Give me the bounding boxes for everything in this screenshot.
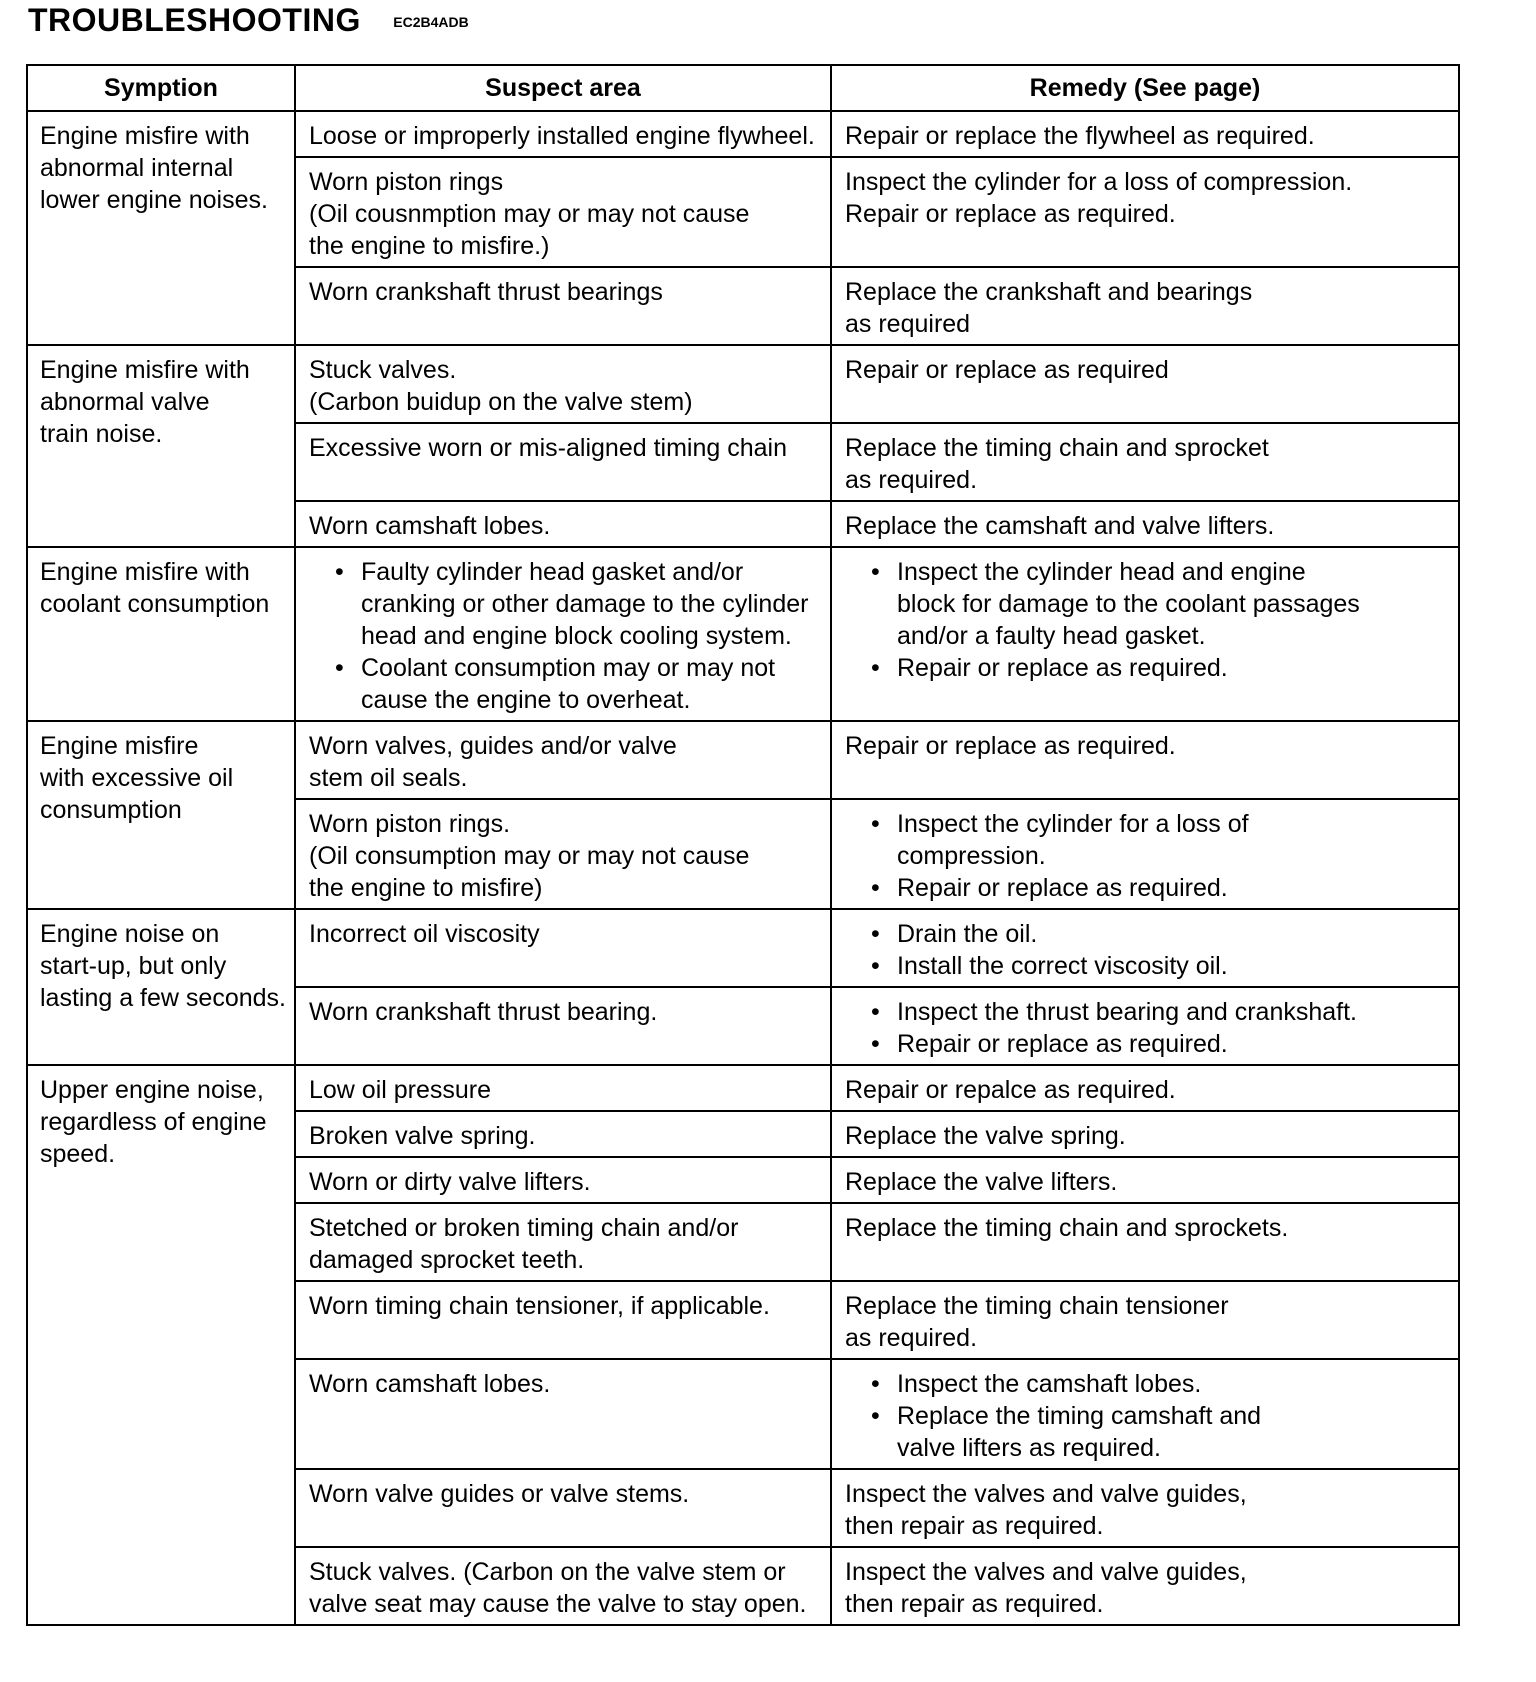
suspect-line: Excessive worn or mis-aligned timing chain bbox=[309, 434, 787, 462]
suspect-area-cell bbox=[295, 987, 831, 1065]
suspect-area-cell bbox=[295, 1469, 831, 1547]
remedy-line: Replace the camshaft and valve lifters. bbox=[845, 512, 1275, 540]
symptom-cell bbox=[27, 111, 295, 345]
remedy-bullet-item: • Install the correct viscosity oil. bbox=[845, 950, 1446, 982]
suspect-line: Worn valve guides or valve stems. bbox=[309, 1480, 690, 1508]
suspect-line: (Carbon buidup on the valve stem) bbox=[309, 388, 693, 416]
suspect-area-cell bbox=[295, 1065, 831, 1111]
suspect-area-cell bbox=[295, 1547, 831, 1625]
remedy-line: as required. bbox=[845, 466, 978, 494]
remedy-cell bbox=[831, 547, 1459, 721]
suspect-area-cell bbox=[295, 1111, 831, 1157]
remedy-cell bbox=[831, 111, 1459, 157]
remedy-bullet-item: • Inspect the thrust bearing and crankshaft. bbox=[845, 996, 1446, 1028]
remedy-bullet-item: • Drain the oil. bbox=[845, 918, 1446, 950]
symptom-line: with excessive oil bbox=[40, 764, 234, 792]
table-body bbox=[27, 111, 1459, 1625]
symptom-line: consumption bbox=[40, 796, 182, 824]
symptom-line: lower engine noises. bbox=[40, 186, 268, 214]
suspect-bullet-continuation: cranking or other damage to the cylinder bbox=[361, 590, 809, 618]
suspect-area-cell bbox=[295, 157, 831, 267]
table-row bbox=[27, 111, 1459, 157]
remedy-bullet-item: • Inspect the cylinder for a loss of bbox=[845, 808, 1446, 840]
symptom-cell bbox=[27, 721, 295, 909]
remedy-cell bbox=[831, 987, 1459, 1065]
suspect-line: stem oil seals. bbox=[309, 764, 468, 792]
symptom-line: Engine misfire with bbox=[40, 356, 250, 384]
suspect-line: the engine to misfire.) bbox=[309, 232, 550, 260]
remedy-cell bbox=[831, 423, 1459, 501]
suspect-line: Worn crankshaft thrust bearings bbox=[309, 278, 663, 306]
suspect-area-cell bbox=[295, 547, 831, 721]
remedy-cell bbox=[831, 157, 1459, 267]
troubleshooting-table bbox=[26, 64, 1460, 1626]
remedy-bullet-continuation: valve lifters as required. bbox=[897, 1434, 1162, 1462]
table-row bbox=[27, 345, 1459, 423]
suspect-area-cell bbox=[295, 799, 831, 909]
suspect-line: (Oil consumption may or may not cause bbox=[309, 842, 750, 870]
suspect-area-cell bbox=[295, 111, 831, 157]
column-header-symptom: Symption bbox=[27, 65, 295, 111]
suspect-bullet-item: • Faulty cylinder head gasket and/or bbox=[309, 556, 818, 588]
symptom-cell bbox=[27, 909, 295, 1065]
suspect-line: Worn piston rings. bbox=[309, 810, 511, 838]
header-row bbox=[27, 65, 1459, 111]
suspect-area-cell bbox=[295, 423, 831, 501]
remedy-line: as required bbox=[845, 310, 971, 338]
column-header-remedy: Remedy (See page) bbox=[831, 65, 1459, 111]
suspect-line: Incorrect oil viscosity bbox=[309, 920, 540, 948]
remedy-line: Replace the timing chain tensioner bbox=[845, 1292, 1229, 1320]
symptom-line: train noise. bbox=[40, 420, 163, 448]
suspect-area-cell bbox=[295, 267, 831, 345]
suspect-area-cell bbox=[295, 1157, 831, 1203]
suspect-line: Broken valve spring. bbox=[309, 1122, 536, 1150]
remedy-cell bbox=[831, 1203, 1459, 1281]
symptom-line: regardless of engine bbox=[40, 1108, 267, 1136]
symptom-line: Upper engine noise, bbox=[40, 1076, 264, 1104]
column-header-suspect-area: Suspect area bbox=[295, 65, 831, 111]
remedy-bullet-item: • Repair or replace as required. bbox=[845, 872, 1446, 904]
remedy-line: Repair or replace as required. bbox=[845, 732, 1176, 760]
table-row bbox=[27, 547, 1459, 721]
remedy-cell bbox=[831, 1359, 1459, 1469]
remedy-line: Replace the valve lifters. bbox=[845, 1168, 1118, 1196]
remedy-line: then repair as required. bbox=[845, 1512, 1104, 1540]
symptom-line: Engine misfire with bbox=[40, 558, 250, 586]
remedy-line: as required. bbox=[845, 1324, 978, 1352]
suspect-bullet-continuation: cause the engine to overheat. bbox=[361, 686, 691, 714]
table-row bbox=[27, 1065, 1459, 1111]
suspect-line: damaged sprocket teeth. bbox=[309, 1246, 585, 1274]
suspect-line: the engine to misfire) bbox=[309, 874, 543, 902]
suspect-line: Stetched or broken timing chain and/or bbox=[309, 1214, 739, 1242]
remedy-cell bbox=[831, 909, 1459, 987]
remedy-cell bbox=[831, 501, 1459, 547]
remedy-bullet-item: • Repair or replace as required. bbox=[845, 652, 1446, 684]
remedy-bullet-item: • Replace the timing camshaft and bbox=[845, 1400, 1446, 1432]
suspect-line: Loose or improperly installed engine flywheel. bbox=[309, 122, 815, 150]
suspect-area-cell bbox=[295, 909, 831, 987]
symptom-line: lasting a few seconds. bbox=[40, 984, 286, 1012]
remedy-line: Inspect the valves and valve guides, bbox=[845, 1558, 1247, 1586]
symptom-line: speed. bbox=[40, 1140, 116, 1168]
remedy-line: Repair or repalce as required. bbox=[845, 1076, 1176, 1104]
symptom-cell bbox=[27, 345, 295, 547]
table-row bbox=[27, 721, 1459, 799]
remedy-bullet-continuation: block for damage to the coolant passages bbox=[897, 590, 1360, 618]
remedy-bullet-continuation: and/or a faulty head gasket. bbox=[897, 622, 1206, 650]
remedy-cell bbox=[831, 1469, 1459, 1547]
remedy-line: Repair or replace as required bbox=[845, 356, 1169, 384]
remedy-line: Repair or replace the flywheel as required. bbox=[845, 122, 1315, 150]
remedy-line: Replace the timing chain and sprocket bbox=[845, 434, 1269, 462]
suspect-area-cell bbox=[295, 345, 831, 423]
suspect-line: valve seat may cause the valve to stay open. bbox=[309, 1590, 807, 1618]
remedy-cell bbox=[831, 267, 1459, 345]
symptom-cell bbox=[27, 1065, 295, 1625]
symptom-line: Engine noise on bbox=[40, 920, 220, 948]
suspect-line: Stuck valves. (Carbon on the valve stem or bbox=[309, 1558, 786, 1586]
suspect-line: Worn camshaft lobes. bbox=[309, 1370, 551, 1398]
suspect-line: Worn valves, guides and/or valve bbox=[309, 732, 677, 760]
remedy-cell bbox=[831, 1111, 1459, 1157]
remedy-cell bbox=[831, 721, 1459, 799]
suspect-area-cell bbox=[295, 721, 831, 799]
remedy-bullet-item: • Repair or replace as required. bbox=[845, 1028, 1446, 1060]
remedy-bullet-continuation: compression. bbox=[897, 842, 1046, 870]
remedy-line: Repair or replace as required. bbox=[845, 200, 1176, 228]
remedy-line: then repair as required. bbox=[845, 1590, 1104, 1618]
suspect-bullet-item: • Coolant consumption may or may not bbox=[309, 652, 818, 684]
remedy-line: Replace the timing chain and sprockets. bbox=[845, 1214, 1289, 1242]
document-code: EC2B4ADB bbox=[393, 14, 469, 30]
remedy-cell bbox=[831, 799, 1459, 909]
suspect-area-cell bbox=[295, 1281, 831, 1359]
suspect-area-cell bbox=[295, 501, 831, 547]
suspect-line: Worn piston rings bbox=[309, 168, 504, 196]
suspect-bullet-continuation: head and engine block cooling system. bbox=[361, 622, 792, 650]
remedy-line: Inspect the cylinder for a loss of compression. bbox=[845, 168, 1353, 196]
remedy-cell bbox=[831, 1547, 1459, 1625]
suspect-line: (Oil cousnmption may or may not cause bbox=[309, 200, 750, 228]
symptom-line: abnormal valve bbox=[40, 388, 210, 416]
suspect-line: Stuck valves. bbox=[309, 356, 457, 384]
remedy-line: Inspect the valves and valve guides, bbox=[845, 1480, 1247, 1508]
suspect-line: Low oil pressure bbox=[309, 1076, 492, 1104]
symptom-line: abnormal internal bbox=[40, 154, 234, 182]
remedy-bullet-item: • Inspect the camshaft lobes. bbox=[845, 1368, 1446, 1400]
suspect-area-cell bbox=[295, 1203, 831, 1281]
remedy-cell bbox=[831, 1281, 1459, 1359]
symptom-line: Engine misfire with bbox=[40, 122, 250, 150]
suspect-line: Worn crankshaft thrust bearing. bbox=[309, 998, 658, 1026]
symptom-cell bbox=[27, 547, 295, 721]
remedy-cell bbox=[831, 1157, 1459, 1203]
symptom-line: Engine misfire bbox=[40, 732, 199, 760]
symptom-line: coolant consumption bbox=[40, 590, 270, 618]
table-row bbox=[27, 909, 1459, 987]
page-title: TROUBLESHOOTING bbox=[28, 2, 361, 38]
suspect-line: Worn or dirty valve lifters. bbox=[309, 1168, 591, 1196]
page-header bbox=[28, 2, 469, 39]
remedy-cell bbox=[831, 1065, 1459, 1111]
remedy-line: Replace the valve spring. bbox=[845, 1122, 1126, 1150]
suspect-line: Worn camshaft lobes. bbox=[309, 512, 551, 540]
remedy-line: Replace the crankshaft and bearings bbox=[845, 278, 1253, 306]
remedy-bullet-item: • Inspect the cylinder head and engine bbox=[845, 556, 1446, 588]
symptom-line: start-up, but only bbox=[40, 952, 227, 980]
remedy-cell bbox=[831, 345, 1459, 423]
suspect-area-cell bbox=[295, 1359, 831, 1469]
suspect-line: Worn timing chain tensioner, if applicable. bbox=[309, 1292, 770, 1320]
